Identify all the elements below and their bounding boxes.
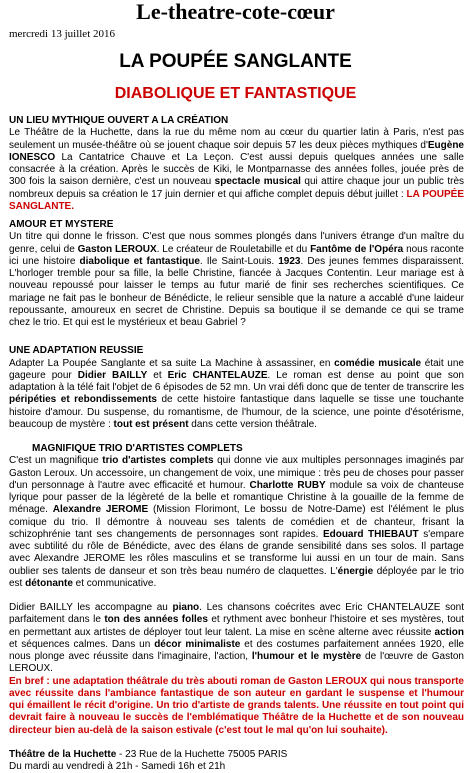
paragraph: Un titre qui donne le frisson. C'est que nous sommes plongés dans l'univers étrange d'un maître du genre, celui de Gaston LEROUX. Le créateur de Rouletabille et du Fantôme de l'Opéra nous raconte ici une histoire diabolique et fantastique. Ile Saint-Louis. 1923. Des jeunes femmes disparaissent. L'horloger tremble pour sa fille, la belle Christine, fiancée à Jacques Contentin. Leur mariage est à nouveau repoussé pour laisser le temps au futur marié de finir ses recherches scientifiques. Ce mariage ne fait pas le bonheur de Bénédicte, le relieur sensible que la nature a accablé d'une laideur repoussante, amoureux en secret de Christine. Depuis sa boutique il se demande ce qui se trame chez le trio. Et qui est le mystérieux et beau Gabriel ?	[9, 231, 465, 328]
post-date: mercredi 13 juillet 2016	[9, 28, 115, 40]
section-heading: UN LIEU MYTHIQUE OUVERT A LA CRÉATION	[9, 115, 229, 126]
summary-paragraph: En bref : une adaptation théâtrale du très abouti roman de Gaston LEROUX qui nous transporte avec réussite dans l'ambiance fantastique de son auteur en gardant le suspense et l'humour qui émaillent le récit d'origine. Un trio d'artiste de grands talents. Une réussite en tout point qui devrait faire à nouveau le succès de l'emblématique Théâtre de la Huchette et de son nouveau directeur bien au-delà de la saison estivale (c'est tout le mal qu'on lui souhaite).	[9, 675, 464, 736]
post-title: LA POUPÉE SANGLANTE	[119, 51, 352, 72]
paragraph: C'est un magnifique trio d'artistes complets qui donne vie aux multiples personnages imaginés par Gaston Leroux. Un accessoire, un changement de voix, une mimique : très peu de choses pour passer d'un personnage à l'autre avec efficacité et humour. Charlotte RUBY module sa voix de chanteuse lyrique pour passer de la légèreté de la belle et romantique Christine à la gouaille de la femme de ménage. Alexandre JEROME (Mission Florimont, Le bossu de Notre-Dame) est l'élément le plus comique du trio. Il démontre à nouveau ses talents de comédien et de chanteur, frisant la schizophrénie tant ses changements de personnages sont rapides. Edouard THIEBAUT s'empare avec subtilité du rôle de Bénédicte, avec des élans de grande sensibilité dans ses solos. Il partage avec Alexandre JEROME les rôles masculins et se transforme lui aussi en un tour de main. Sans oublier ses talents de danseur et son très beau numéro de claquettes. L'énergie déployée par le trio est détonante et communicative.	[9, 455, 465, 589]
venue-name: Théâtre de la Huchette	[9, 748, 117, 760]
paragraph: Le Théâtre de la Huchette, dans la rue du même nom au cœur du quartier latin à Paris, n'est pas seulement un musée-théâtre où se jouent chaque soir depuis 57 les deux pièces mythiques d'Eugène IONESCO La Cantatrice Chauve et La Leçon. C'est aussi depuis quelques années une salle consacrée à la création. Après le succès de Kiki, le Montparnasse des années folles, jouée près de 300 fois la saison dernière, c'est un nouveau spectacle musical qui attire chaque jour un public très nombreux depuis sa création le 17 juin dernier et qui affiche complet depuis début juillet : LA POUPÉE SANGLANTE.	[9, 127, 465, 212]
paragraph: Adapter La Poupée Sanglante et sa suite La Machine à assassiner, en comédie musicale était une gageure pour Didier BAILLY et Eric CHANTELAUZE. Le roman est dense au point que son adaptation à la télé fait l'objet de 6 épisodes de 52 mn. Un vrai défi donc que de tenter de transcrire les péripéties et rebondissements de cette histoire fantastique dans laquelle se tisse une touchante histoire d'amour. Du suspense, du romantisme, de l'humour, de la science, une pointe d'ésotérisme, beaucoup de mystère : tout est présent dans cette version théâtrale.	[9, 357, 464, 430]
section-heading: MAGNIFIQUE TRIO D'ARTISTES COMPLETS	[32, 443, 243, 454]
blog-title[interactable]: Le-theatre-cote-cœur	[136, 0, 335, 24]
venue-address: - 23 Rue de la Huchette 75005 PARIS	[116, 748, 288, 760]
venue-schedule: Du mardi au vendredi à 21h - Samedi 16h et 21h	[9, 761, 226, 772]
post-subtitle: DIABOLIQUE ET FANTASTIQUE	[114, 85, 357, 102]
section-heading: UNE ADAPTATION REUSSIE	[9, 345, 144, 357]
article-body	[9, 115, 464, 773]
paragraph: Didier BAILLY les accompagne au piano. Les chansons coécrites avec Eric CHANTELAUZE sont parfaitement dans le ton des années folles et rythment avec bonheur l'histoire et ses mystères, tout en permettant aux artistes de déployer tout leur talent. La mise en scène alterne avec réussite action et séquences calmes. Dans un décor minimaliste et des costumes parfaitement années 1920, elle nous plonge avec réussite dans l'imaginaire, l'action, l'humour et le mystère de l'œuvre de Gaston LEROUX.	[9, 602, 465, 675]
venue-info	[9, 749, 464, 761]
section-heading: AMOUR ET MYSTERE	[9, 219, 114, 230]
